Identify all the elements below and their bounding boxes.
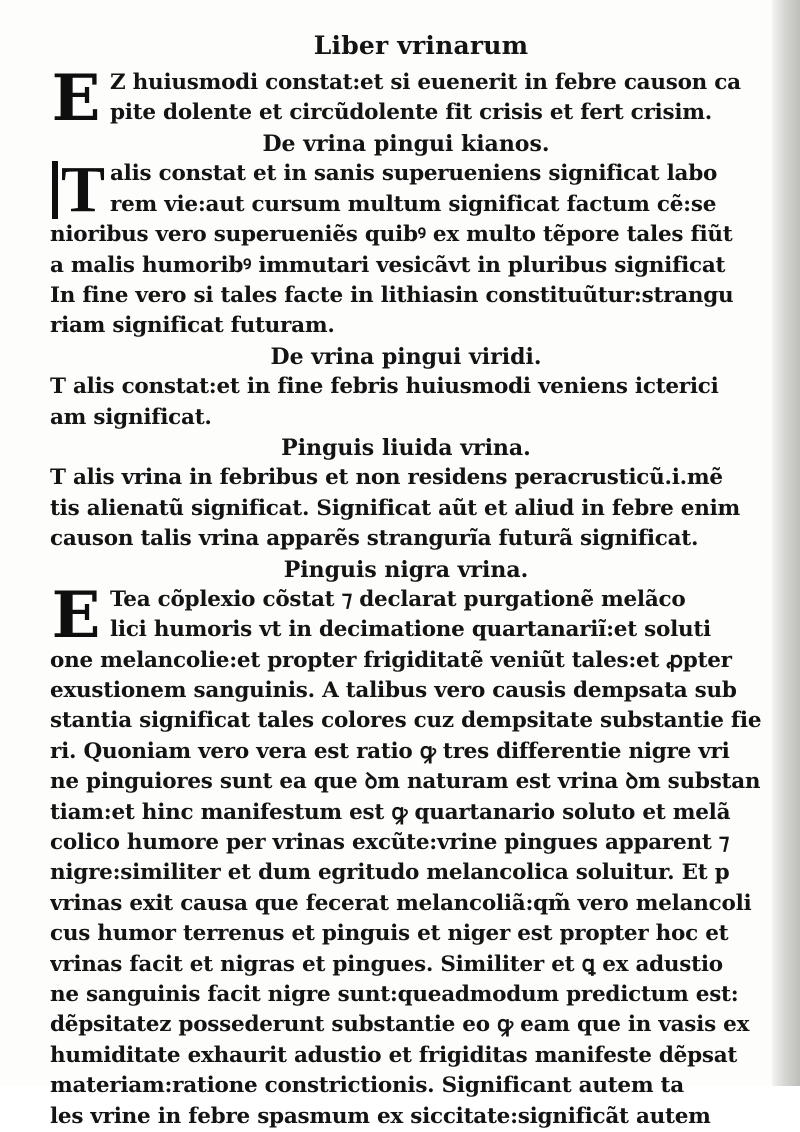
- initial-letter-e: E: [51, 61, 101, 136]
- text-line: lici humoris vt in decimatione quartanariĩ:et soluti: [110, 617, 711, 643]
- text-line: tiam:et hinc manifestum est ꝙ quartanario soluto et melã: [50, 799, 731, 825]
- section-heading: De vrina pingui viridi.: [270, 343, 542, 370]
- initial-letter-t: T: [52, 161, 108, 219]
- text-line: nioribus vero superueniẽs quibꝰ ex multo tẽpore tales fiũt: [50, 222, 733, 248]
- text-block: [50, 28, 762, 1132]
- section-liuida: [50, 463, 762, 554]
- text-line: ne sanguinis facit nigre sunt:queadmodum predictum est:: [50, 982, 739, 1007]
- text-line: colico humore per vrinas excũte:vrine pingues apparent ⁊: [50, 830, 730, 856]
- text-line: riam significat futuram.: [50, 313, 335, 339]
- text-line: vrinas facit et nigras et pingues. Similiter et ꝗ ex adustio: [50, 951, 723, 977]
- text-line: T alis vrina in febribus et non residens peracrusticũ.i.mẽ: [50, 465, 723, 491]
- page-gutter-shadow: [772, 0, 800, 1086]
- text-line: tis alienatũ significat. Significat aũt et aliud in febre enim: [50, 495, 741, 521]
- initial-letter-e: E: [51, 577, 101, 653]
- text-line: dẽpsitatez possederunt substantie eo ꝙ eam que in vasis ex: [50, 1012, 750, 1038]
- text-line: les vrine in febre spasmum ex siccitate:significãt autem: [50, 1103, 711, 1129]
- text-line: vrinas exit causa que fecerat melancoliã:qm̃ vero melancoli: [50, 890, 752, 916]
- section-nigra: [50, 577, 762, 1132]
- text-line: cus humor terrenus et pinguis et niger est propter hoc et: [50, 921, 729, 947]
- section-heading: Pinguis liuida vrina.: [281, 434, 531, 461]
- text-line: Tea cõplexio cõstat ⁊ declarat purgationẽ melãco: [110, 586, 686, 612]
- section-viridi: [50, 372, 762, 433]
- text-line: T alis constat:et in fine febris huiusmodi veniens icterici: [50, 374, 719, 400]
- text-line: a malis humoribꝰ immutari vesicãvt in pluribus significat: [50, 252, 726, 278]
- text-line: causon talis vrina apparẽs strangurĩa futurã significat.: [50, 526, 699, 552]
- text-line: ri. Quoniam vero vera est ratio ꝙ tres differentie nigre vri: [50, 738, 730, 764]
- text-line: In fine vero si tales facte in lithiasin constituũtur:strangu: [50, 282, 734, 308]
- text-line: nigre:similiter et dum egritudo melancolica soluitur. Et p: [50, 860, 730, 886]
- text-line: ne pinguiores sunt ea que ꝺm naturam est vrina ꝺm substan: [50, 769, 761, 795]
- text-line: materiam:ratione constrictionis. Significant autem ta: [50, 1073, 684, 1099]
- section-heading: Pinguis nigra vrina.: [283, 556, 529, 583]
- text-line: pite dolente et circũdolente fit crisis et fert crisim.: [110, 100, 712, 126]
- text-line: one melancolie:et propter frigiditatẽ veniũt tales:et ꝓpter: [50, 647, 732, 673]
- text-line: Z huiusmodi constat:et si euenerit in febre causon ca: [110, 70, 741, 95]
- text-line: exustionem sanguinis. A talibus vero causis dempsata sub: [50, 678, 737, 704]
- text-line: rem vie:aut cursum multum significat factum cẽ:se: [110, 191, 717, 217]
- text-line: alis constat et in sanis superueniens significat labo: [110, 161, 718, 187]
- text-line: stantia significat tales colores cuz dempsitate substantie fie: [50, 708, 762, 734]
- section-heading: De vrina pingui kianos.: [262, 131, 550, 157]
- section-intro: [50, 61, 762, 136]
- text-line: humiditate exhaurit adustio et frigiditas manifeste dẽpsat: [50, 1042, 738, 1068]
- running-head: Liber vrinarum: [313, 31, 529, 60]
- text-line: am significat.: [50, 404, 212, 430]
- section-kianos: [50, 153, 762, 341]
